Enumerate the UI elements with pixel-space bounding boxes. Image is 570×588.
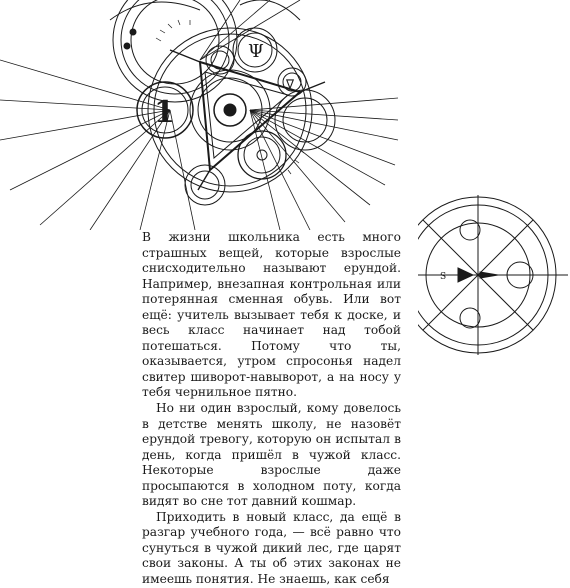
- lower-dial: [238, 131, 286, 179]
- paragraph-2: Но ни один взрослый, кому довелось в детстве менять школу, не назовёт ерундой тревогу, которую он испытал в день, когда пришёл в чужой класс. Некоторые взрослые даже просыпаются в холодном поту, когда видят во сне тот давний кошмар.: [142, 401, 401, 509]
- paragraph-1: В жизни школьника есть много страшных вещей, которые взрослые снисходительно называют ерундой. Например, внезапная контрольная или потерянная сменная обувь. Или вот ещё: учитель вызывает тебя к доске, и весь класс начинает над тобой потешаться. Потому что ты, оказывается, утром спросонья надел свитер шиворот-навыворот, а на носу у тебя чернильное пятно.: [142, 230, 401, 400]
- side-letter: S: [440, 272, 447, 282]
- top-small-dial: [460, 220, 480, 240]
- bottom-small-dial: [460, 308, 480, 328]
- sigil-glyph: Ψ: [248, 41, 264, 62]
- body-text: [142, 230, 401, 588]
- page-number-glyph: 1: [154, 95, 175, 130]
- small-glyph: ∇: [286, 77, 295, 91]
- clockwork-astrolabe-illustration: [0, 0, 400, 230]
- paragraph-3: Приходить в новый класс, да ещё в разгар учебного года, — всё равно что сунуться в чужой дикий лес, где царят свои законы. А ты об этих законах не имеешь понятия. Не знаешь, как себя: [142, 509, 401, 587]
- partial-astrolabe-illustration: [418, 190, 570, 360]
- lower-left-dial: [185, 165, 225, 205]
